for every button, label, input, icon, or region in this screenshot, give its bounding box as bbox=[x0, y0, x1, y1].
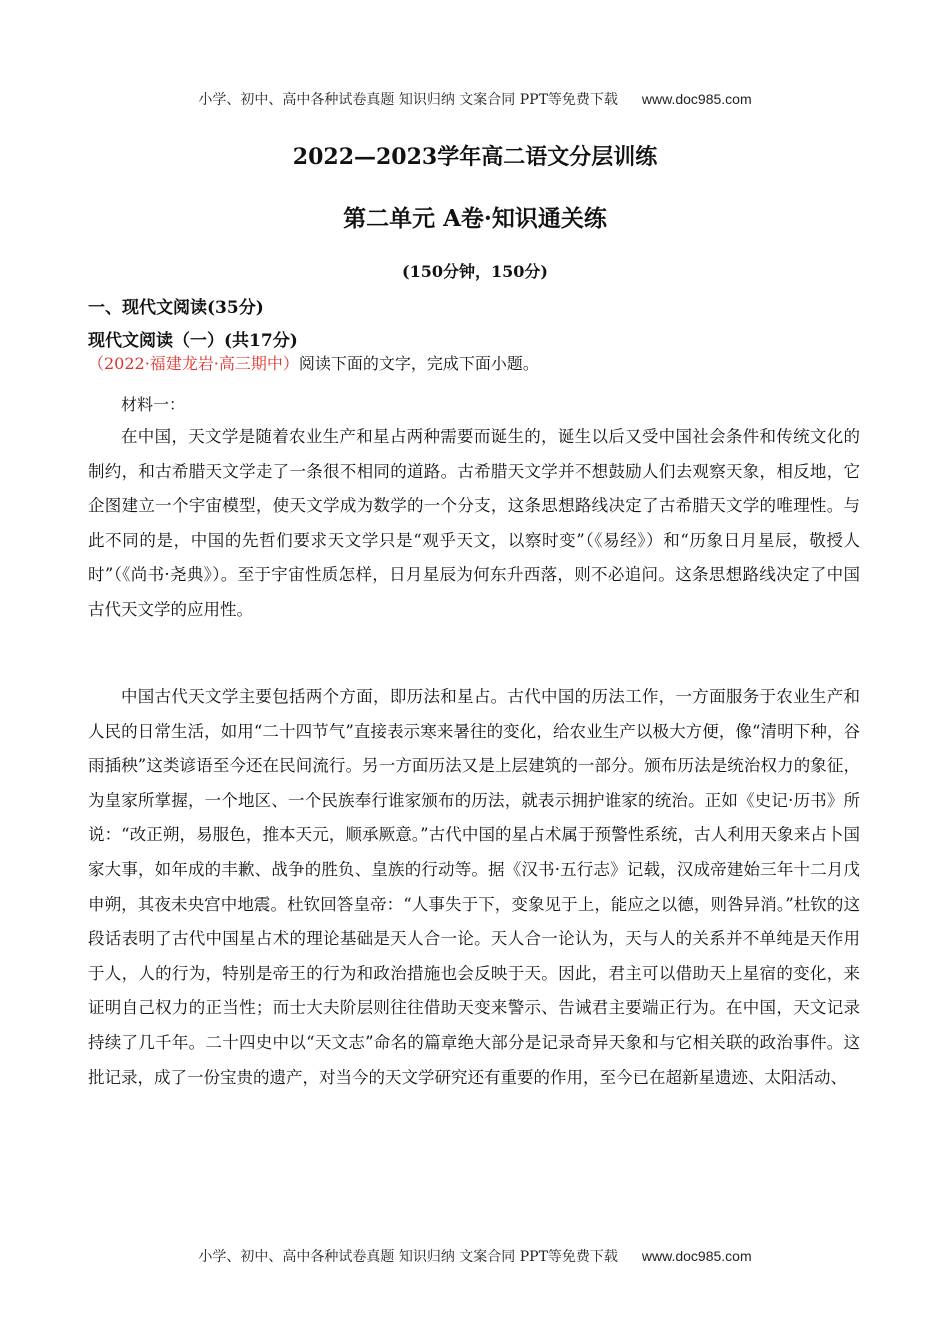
footer-site-link[interactable]: www.doc985.com bbox=[641, 1248, 752, 1264]
header-site-link[interactable]: www.doc985.com bbox=[641, 91, 752, 107]
passage-paragraph-2 bbox=[88, 680, 860, 1095]
question-intro bbox=[88, 351, 539, 374]
header-text: 小学、初中、高中各种试卷真题 知识归纳 文案合同 PPT等免费下载 bbox=[198, 92, 618, 108]
document-title: 2022—2023学年高二语文分层训练 bbox=[292, 144, 658, 170]
document-subtitle: 第二单元 A卷·知识通关练 bbox=[343, 205, 607, 232]
time-score: (150分钟，150分) bbox=[402, 262, 548, 281]
source-tag: （2022·福建龙岩·高三期中） bbox=[88, 354, 299, 373]
passage-paragraph-1 bbox=[88, 420, 860, 628]
footer-text: 小学、初中、高中各种试卷真题 知识归纳 文案合同 PPT等免费下载 bbox=[198, 1249, 618, 1265]
page-footer bbox=[0, 1246, 950, 1266]
paragraph-text: 中国古代天文学主要包括两个方面，即历法和星占。古代中国的历法工作，一方面服务于农业生产和人民的日常生活，如用“二十四节气”直接表示寒来暑往的变化，给农业生产以极大方便，像“清明下种，谷雨插秧”这类谚语至今还在民间流行。另一方面历法又是上层建筑的一部分。颁布历法是统治权力的象征，为皇家所掌握，一个地区、一个民族奉行谁家颁布的历法，就表示拥护谁家的统治。正如《史记·历书》所说：“改正朔，易服色，推本天元，顺承厥意。”古代中国的星占术属于预警性系统，古人利用天象来占卜国家大事，如年成的丰歉、战争的胜负、皇族的行动等。据《汉书·五行志》记载，汉成帝建始三年十二月戊申朔，其夜未央宫中地震。杜钦回答皇帝：“人事失于下，变象见于上，能应之以德，则咎异消。”杜钦的这段话表明了古代中国星占术的理论基础是天人合一论。天人合一论认为，天与人的关系并不单纯是天作用于人，人的行为，特别是帝王的行为和政治措施也会反映于天。因此，君主可以借助天上星宿的变化，来证明自己权力的正当性；而士大夫阶层则往往借助天变来警示、告诫君主要端正行为。在中国，天文记录持续了几千年。二十四史中以“天文志”命名的篇章绝大部分是记录奇异天象和与它相关联的政治事件。这批记录，成了一份宝贵的遗产，对当今的天文学研究还有重要的作用，至今已在超新星遗迹、太阳活动、 bbox=[88, 687, 860, 1087]
page-header bbox=[0, 89, 950, 109]
paragraph-text: 在中国，天文学是随着农业生产和星占两种需要而诞生的，诞生以后又受中国社会条件和传统文化的制约，和古希腊天文学走了一条很不相同的道路。古希腊天文学并不想鼓励人们去观察天象，相反地，它企图建立一个宇宙模型，使天文学成为数学的一个分支，这条思想路线决定了古希腊天文学的唯理性。与此不同的是，中国的先哲们要求天文学只是“观乎天文，以察时变”（《易经》）和“历象日月星辰，敬授人时”（《尚书·尧典》）。至于宇宙性质怎样，日月星辰为何东升西落，则不必追问。这条思想路线决定了中国古代天文学的应用性。 bbox=[88, 427, 860, 619]
subsection-heading: 现代文阅读（一）(共17分) bbox=[88, 331, 298, 351]
material-label: 材料一： bbox=[121, 395, 186, 414]
section-heading: 一、现代文阅读(35分) bbox=[88, 298, 264, 318]
instruction-text: 阅读下面的文字，完成下面小题。 bbox=[298, 354, 539, 373]
